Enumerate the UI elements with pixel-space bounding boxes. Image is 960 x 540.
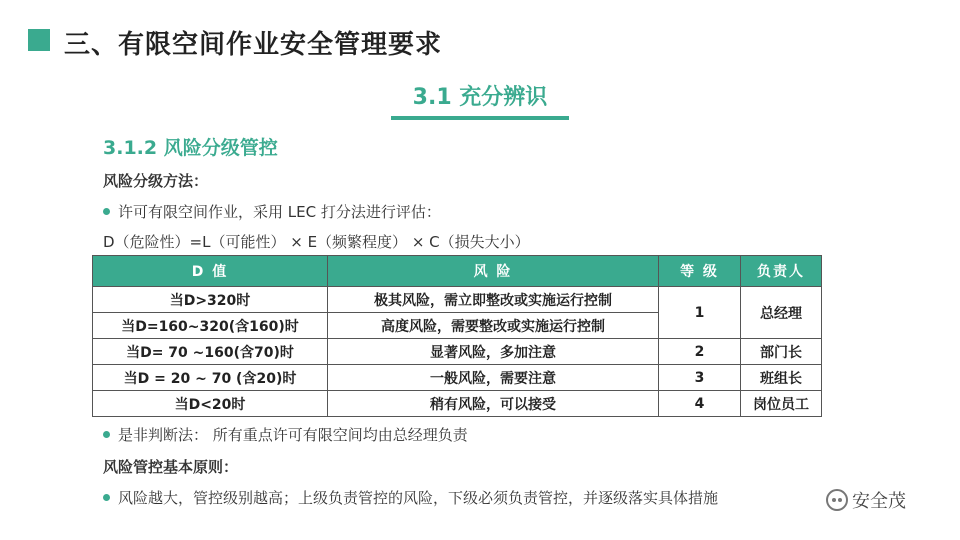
risk-table — [92, 255, 822, 417]
bullet-dot — [103, 494, 110, 501]
cell-owner: 总经理 — [741, 287, 822, 339]
cell-risk: 极其风险，需立即整改或实施运行控制 — [328, 287, 659, 313]
table-header-row — [93, 256, 822, 287]
header-level: 等 级 — [659, 256, 741, 287]
header-risk: 风 险 — [328, 256, 659, 287]
cell-level: 4 — [659, 391, 741, 417]
formula: D（危险性）=L（可能性） × E（频繁程度） × C（损失大小） — [103, 233, 530, 251]
cell-risk: 稍有风险，可以接受 — [328, 391, 659, 417]
table-row — [93, 365, 822, 391]
bullet-judgement-text: 是非判断法： 所有重点许可有限空间均由总经理负责 — [118, 426, 468, 444]
cell-risk: 高度风险，需要整改或实施运行控制 — [328, 313, 659, 339]
subsection-heading: 3.1.2 风险分级管控 — [103, 137, 278, 159]
cell-d: 当D>320时 — [93, 287, 328, 313]
cell-d: 当D = 20 ~ 70 (含20)时 — [93, 365, 328, 391]
bullet-judgement — [103, 424, 468, 445]
watermark — [826, 487, 906, 513]
cell-d: 当D= 70 ~160(含70)时 — [93, 339, 328, 365]
cell-owner: 部门长 — [741, 339, 822, 365]
header-owner: 负责人 — [741, 256, 822, 287]
page-title: 三、有限空间作业安全管理要求 — [64, 30, 443, 60]
cell-level: 3 — [659, 365, 741, 391]
table-row — [93, 287, 822, 313]
bullet-dot — [103, 208, 110, 215]
header-d-value: D 值 — [93, 256, 328, 287]
section-underline — [391, 116, 569, 120]
table-row — [93, 391, 822, 417]
method-label: 风险分级方法： — [103, 172, 209, 190]
bullet-dot — [103, 431, 110, 438]
cell-owner: 班组长 — [741, 365, 822, 391]
cell-risk: 一般风险，需要注意 — [328, 365, 659, 391]
bullet-lec-text: 许可有限空间作业，采用 LEC 打分法进行评估： — [118, 203, 441, 221]
principle-label: 风险管控基本原则： — [103, 458, 239, 476]
cell-level: 2 — [659, 339, 741, 365]
cell-d: 当D<20时 — [93, 391, 328, 417]
bullet-principle-text: 风险越大，管控级别越高；上级负责管控的风险，下级必须负责管控，并逐级落实具体措施 — [118, 489, 719, 507]
bullet-principle — [103, 487, 718, 508]
cell-owner: 岗位员工 — [741, 391, 822, 417]
table-row — [93, 339, 822, 365]
bullet-lec — [103, 201, 441, 222]
cell-risk: 显著风险，多加注意 — [328, 339, 659, 365]
wechat-icon — [826, 489, 848, 511]
section-heading: 3.1 充分辨识 — [412, 85, 548, 110]
title-marker — [28, 29, 50, 51]
cell-level: 1 — [659, 287, 741, 339]
watermark-text: 安全茂 — [852, 491, 906, 512]
cell-d: 当D=160~320(含160)时 — [93, 313, 328, 339]
